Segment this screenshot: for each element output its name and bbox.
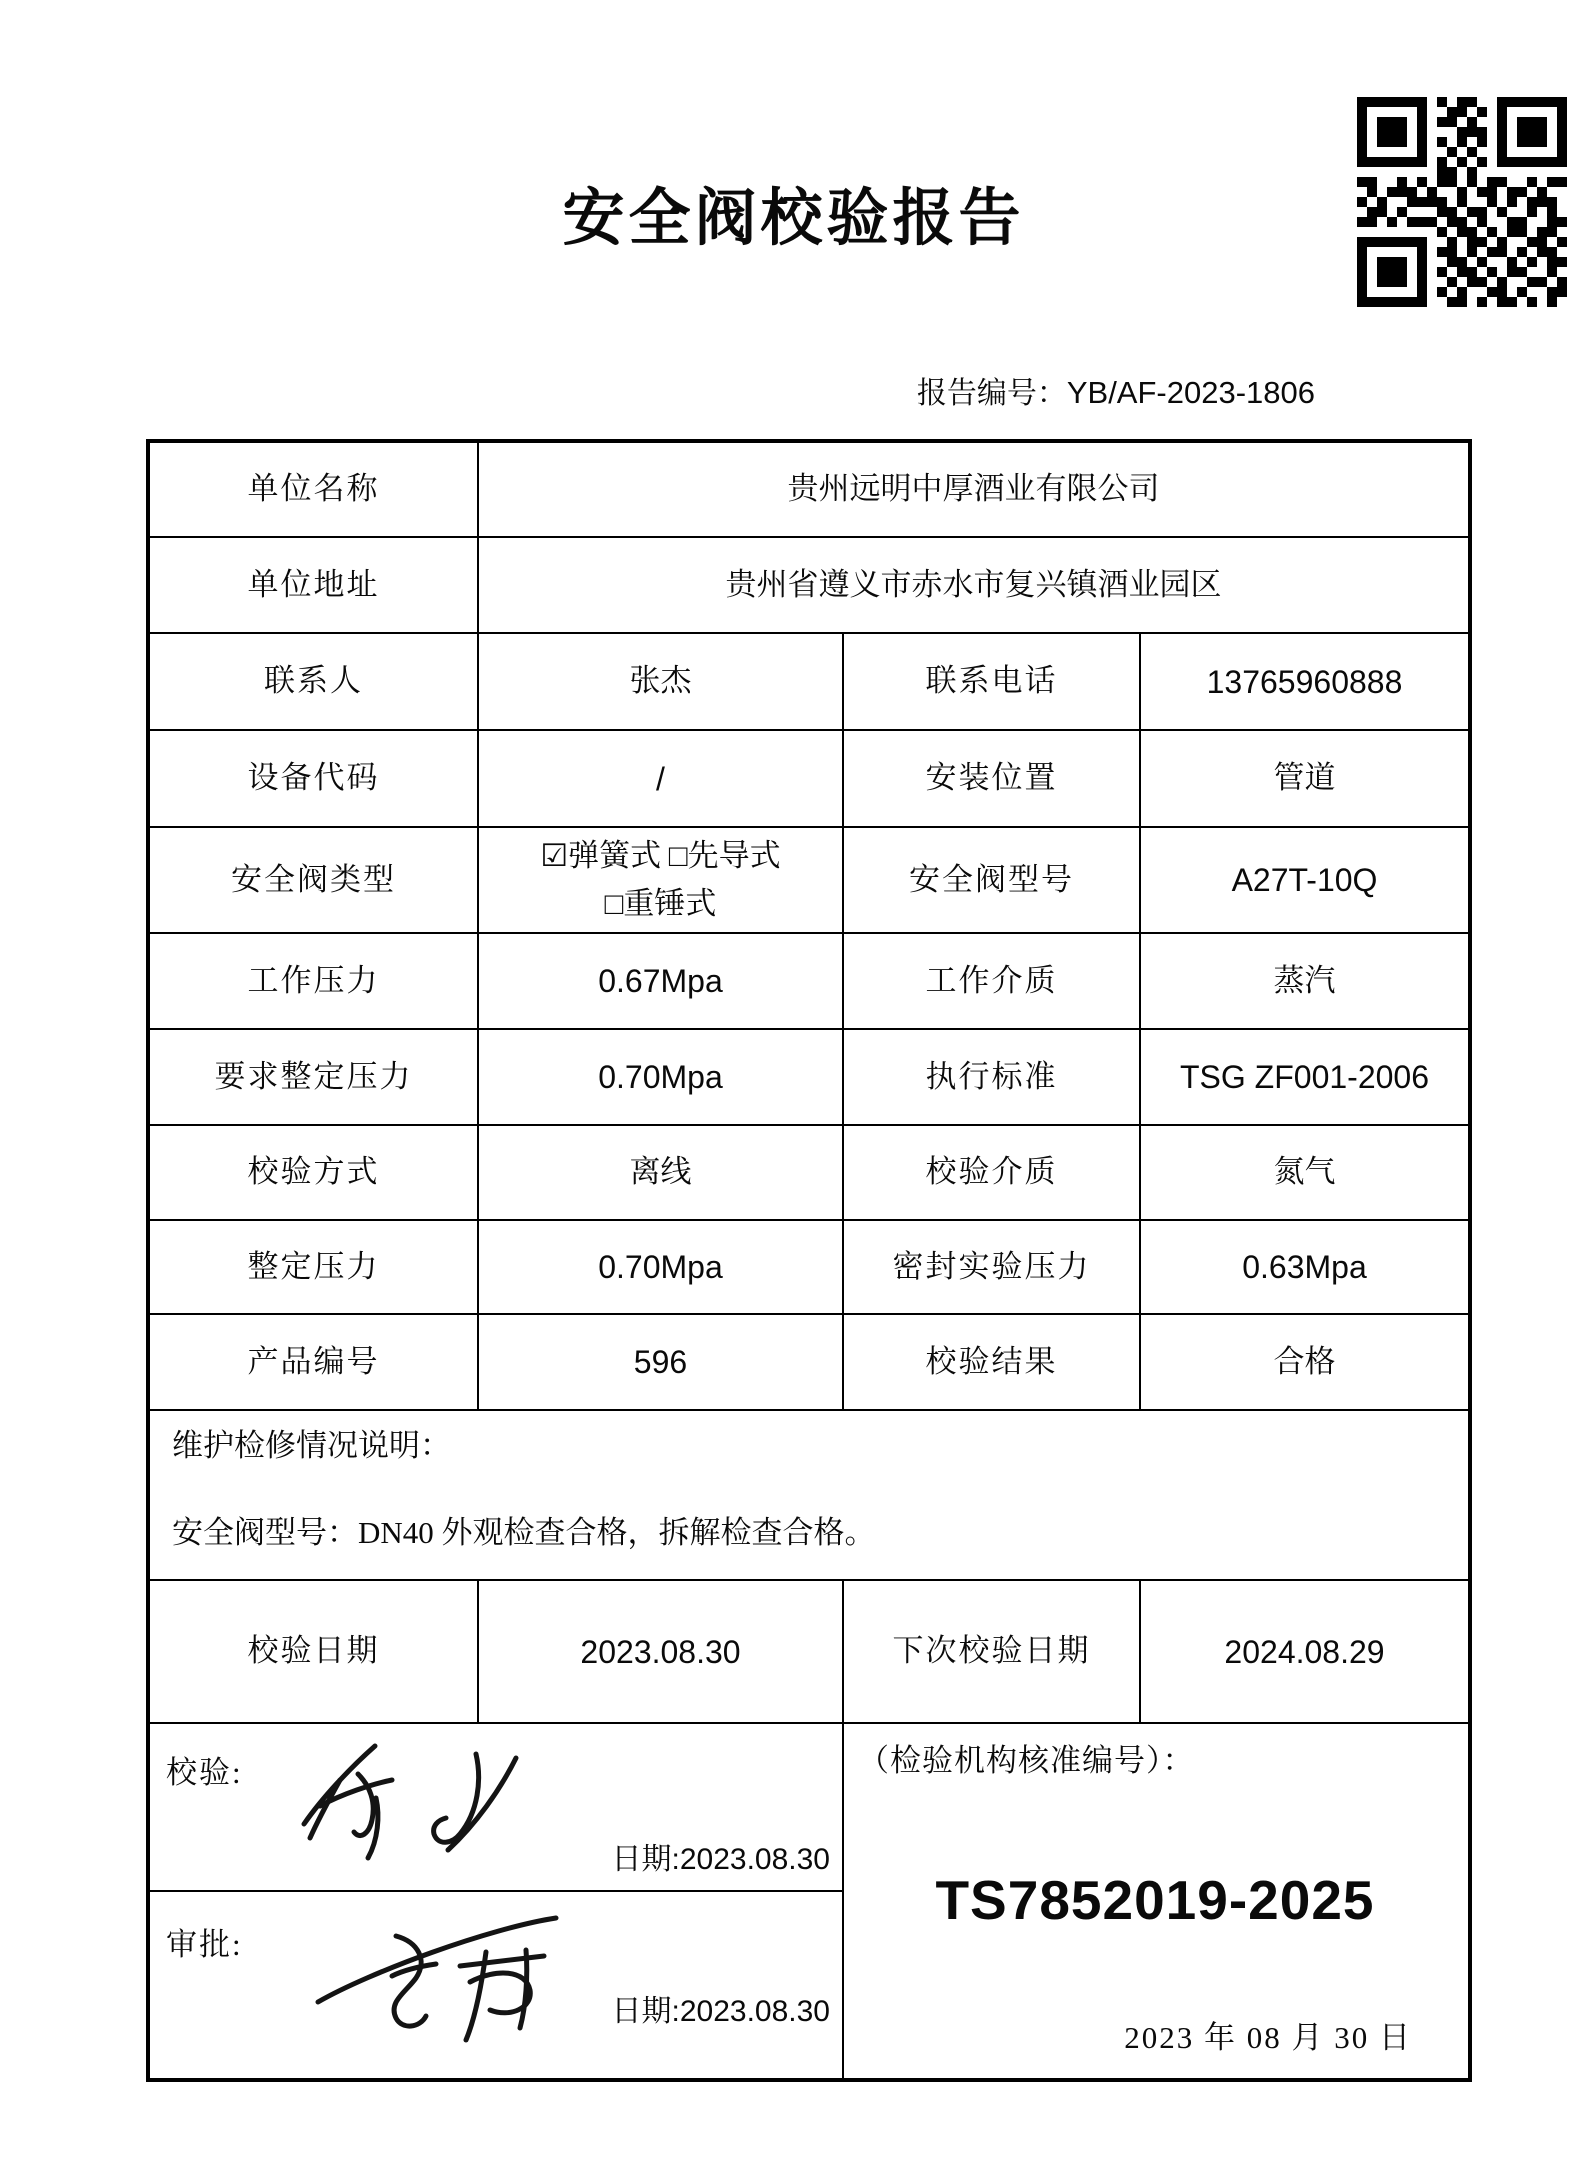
next-calibration-date-label: 下次校验日期: [844, 1581, 1141, 1724]
seal-test-pressure-label: 密封实验压力: [844, 1221, 1141, 1315]
verifier-date: 日期:2023.08.30: [611, 1842, 830, 1876]
verifier-label: 校验:: [166, 1755, 243, 1790]
verifier-cell: [150, 1724, 844, 1892]
required-set-pressure-value: 0.70Mpa: [479, 1030, 844, 1126]
phone-label: 联系电话: [844, 634, 1141, 731]
calibration-date-label: 校验日期: [150, 1581, 479, 1724]
approver-cell: [150, 1892, 844, 2078]
calibration-medium-value: 氮气: [1141, 1126, 1468, 1221]
unit-name-value: 贵州远明中厚酒业有限公司: [479, 443, 1468, 538]
contact-label: 联系人: [150, 634, 479, 731]
maintenance-remark-title: 维护检修情况说明：: [172, 1428, 451, 1463]
device-code-value: /: [479, 731, 844, 828]
unit-name-label: 单位名称: [150, 443, 479, 538]
valve-type-label: 安全阀类型: [150, 828, 479, 934]
unit-address-value: 贵州省遵义市赤水市复兴镇酒业园区: [479, 538, 1468, 634]
set-pressure-label: 整定压力: [150, 1221, 479, 1315]
page-title: 安全阀校验报告: [562, 185, 1025, 253]
maintenance-remark-text: 安全阀型号：DN40 外观检查合格，拆解检查合格。: [172, 1514, 876, 1550]
set-pressure-value: 0.70Mpa: [479, 1221, 844, 1315]
report-number-value: YB/AF-2023-1806: [1066, 375, 1315, 410]
standard-label: 执行标准: [844, 1030, 1141, 1126]
qr-code-icon: [1357, 97, 1567, 307]
seal-test-pressure-value: 0.63Mpa: [1141, 1221, 1468, 1315]
agency-cell: [844, 1724, 1468, 2078]
product-number-label: 产品编号: [150, 1315, 479, 1411]
valve-type-checkbox-line2: □重锤式: [604, 886, 717, 921]
maintenance-remark: [150, 1411, 1468, 1581]
valve-type-value: [479, 828, 844, 934]
next-calibration-date-value: 2024.08.29: [1141, 1581, 1468, 1724]
work-medium-value: 蒸汽: [1141, 934, 1468, 1030]
calibration-method-value: 离线: [479, 1126, 844, 1221]
product-number-value: 596: [479, 1315, 844, 1411]
agency-approval-label: （检验机构核准编号）：: [858, 1743, 1195, 1778]
work-medium-label: 工作介质: [844, 934, 1141, 1030]
report-number-line: [917, 368, 1315, 412]
standard-value: TSG ZF001-2006: [1141, 1030, 1468, 1126]
work-pressure-label: 工作压力: [150, 934, 479, 1030]
work-pressure-value: 0.67Mpa: [479, 934, 844, 1030]
calibration-method-label: 校验方式: [150, 1126, 479, 1221]
report-number-label: 报告编号：: [916, 377, 1067, 410]
calibration-medium-label: 校验介质: [844, 1126, 1141, 1221]
valve-type-checkbox-line1: ☑弹簧式 □先导式: [540, 837, 781, 873]
valve-model-value: A27T-10Q: [1141, 828, 1468, 934]
approver-signature: [300, 1906, 590, 2076]
contact-value: 张杰: [479, 634, 844, 731]
unit-address-label: 单位地址: [150, 538, 479, 634]
required-set-pressure-label: 要求整定压力: [150, 1030, 479, 1126]
approver-label: 审批:: [166, 1927, 243, 1962]
agency-approval-date: 2023 年 08 月 30 日: [1124, 2020, 1412, 2056]
install-position-value: 管道: [1141, 731, 1468, 828]
calibration-result-label: 校验结果: [844, 1315, 1141, 1411]
approver-date: 日期:2023.08.30: [611, 1994, 830, 2028]
device-code-label: 设备代码: [150, 731, 479, 828]
calibration-result-value: 合格: [1141, 1315, 1468, 1411]
verifier-signature: [280, 1728, 580, 1892]
agency-approval-code: TS7852019-2025: [935, 1868, 1375, 1931]
calibration-report-table: [146, 439, 1472, 2082]
phone-value: 13765960888: [1141, 634, 1468, 731]
valve-model-label: 安全阀型号: [844, 828, 1141, 934]
install-position-label: 安装位置: [844, 731, 1141, 828]
calibration-date-value: 2023.08.30: [479, 1581, 844, 1724]
